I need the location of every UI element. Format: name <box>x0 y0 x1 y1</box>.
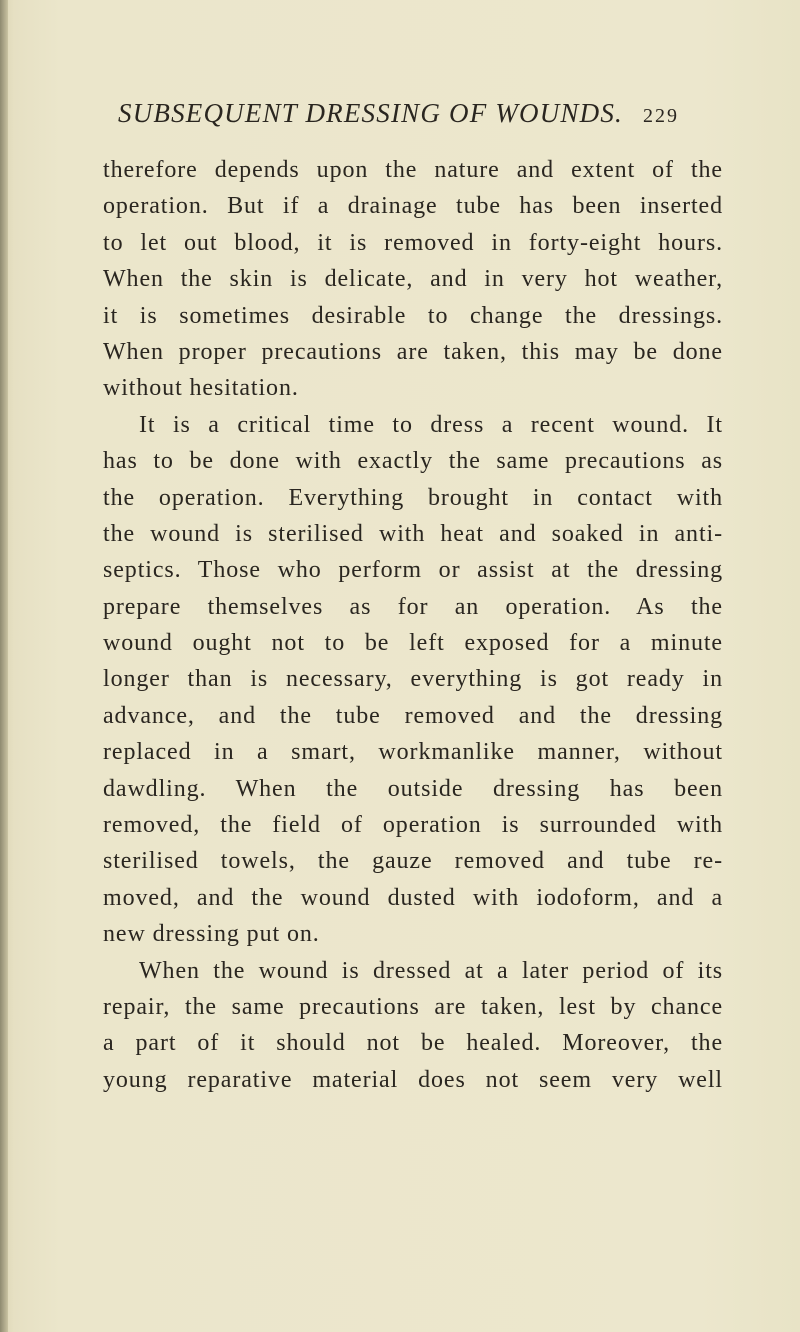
text-line: to let out blood, it is removed in forty-eight hours. <box>103 229 723 256</box>
text-line: new dressing put on. <box>103 921 320 948</box>
text-line: without hesitation. <box>103 375 299 402</box>
text-line: When the wound is dressed at a later period of its <box>139 957 723 984</box>
text-line: removed, the field of operation is surrounded with <box>103 812 723 839</box>
text-line: replaced in a smart, workmanlike manner, without <box>103 739 723 766</box>
text-line: the operation. Everything brought in contact with <box>103 484 723 511</box>
text-line: has to be done with exactly the same precautions as <box>103 448 723 475</box>
body-text <box>103 152 723 1098</box>
text-line: wound ought not to be left exposed for a minute <box>103 630 723 657</box>
page-number: 229 <box>642 105 679 127</box>
running-head-title: SUBSEQUENT DRESSING OF WOUNDS. <box>118 98 623 128</box>
text-line: When proper precautions are taken, this may be done <box>103 338 723 365</box>
text-line: operation. But if a drainage tube has been inserted <box>103 193 723 220</box>
text-line: It is a critical time to dress a recent wound. It <box>139 411 723 438</box>
text-line: repair, the same precautions are taken, lest by chance <box>103 993 723 1020</box>
text-line: young reparative material does not seem very well <box>103 1066 723 1093</box>
text-line: sterilised towels, the gauze removed and tube re- <box>103 848 723 875</box>
text-line: dawdling. When the outside dressing has been <box>103 775 723 802</box>
text-line: a part of it should not be healed. Moreover, the <box>103 1030 723 1057</box>
text-line: therefore depends upon the nature and extent of the <box>103 157 723 183</box>
text-line: prepare themselves as for an operation. As the <box>103 593 723 620</box>
running-head <box>118 98 718 138</box>
text-line: the wound is sterilised with heat and soaked in anti- <box>103 520 723 547</box>
text-line: it is sometimes desirable to change the dressings. <box>103 302 723 329</box>
text-line: advance, and the tube removed and the dressing <box>103 702 723 729</box>
text-line: moved, and the wound dusted with iodoform, and a <box>103 884 723 911</box>
text-line: When the skin is delicate, and in very hot weather, <box>103 266 723 293</box>
text-line: longer than is necessary, everything is got ready in <box>103 666 723 693</box>
page-binding-edge <box>0 0 8 1332</box>
text-line: septics. Those who perform or assist at the dressing <box>103 557 723 584</box>
